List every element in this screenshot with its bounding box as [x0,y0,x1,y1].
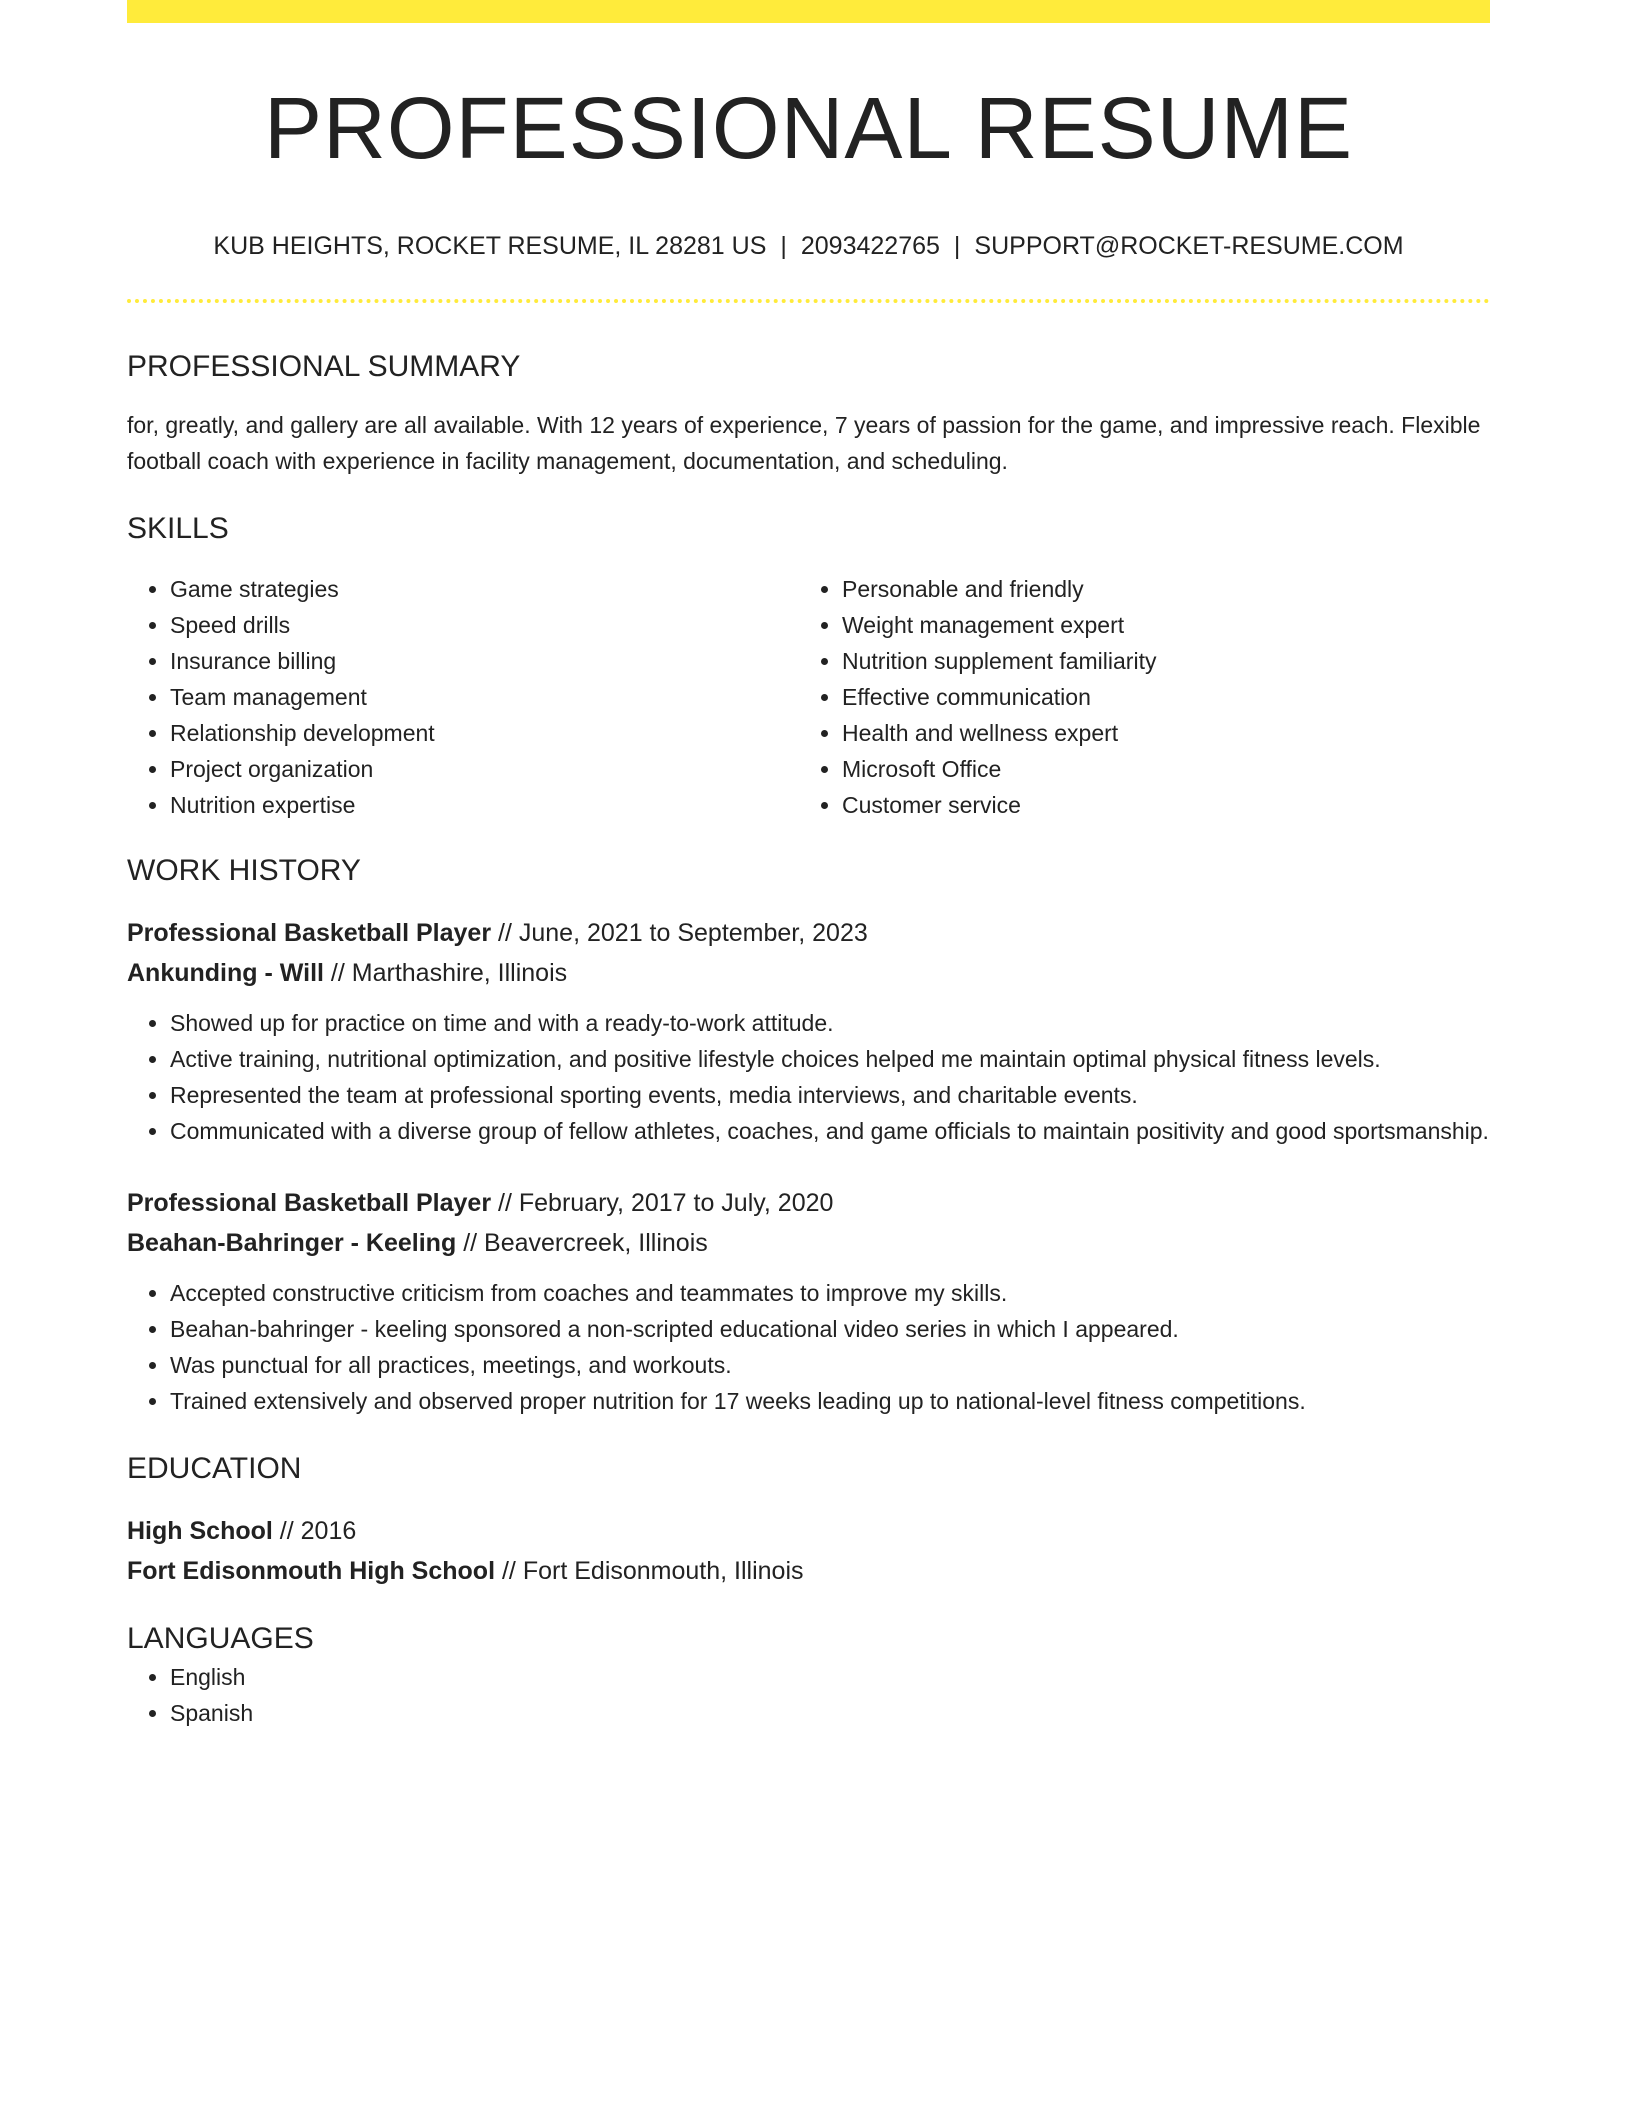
contact-address: KUB HEIGHTS, ROCKET RESUME, IL 28281 US [213,232,767,260]
skill-item: • Relationship development [170,715,799,751]
skill-item: • Nutrition supplement familiarity [842,643,1471,679]
job-bullet: • Active training, nutritional optimization, and positive lifestyle choices helped me maintain optimal physical fitness levels. [170,1041,1490,1077]
skill-item: • Microsoft Office [842,751,1471,787]
contact-email: SUPPORT@ROCKET-RESUME.COM [974,232,1404,260]
skill-item: • Customer service [842,787,1471,823]
job-title-line [127,1183,1490,1223]
education-degree: High School [127,1517,273,1545]
field-separator: // [279,1517,294,1545]
resume-title: PROFESSIONAL RESUME [264,80,1353,177]
field-separator: // [498,1189,512,1217]
job-bullet: • Beahan-bahringer - keeling sponsored a non-scripted educational video series in which I appeared. [170,1311,1490,1347]
skills-column-right [799,571,1471,823]
languages-list [127,1659,1490,1731]
field-separator: // [501,1557,516,1585]
skills-list-left [127,571,799,823]
skill-item: • Insurance billing [170,643,799,679]
accent-top-bar [127,0,1490,23]
education-school: Fort Edisonmouth High School [127,1557,496,1585]
contact-separator: | [953,232,961,260]
skill-item: • Personable and friendly [842,571,1471,607]
job-title: Professional Basketball Player [127,919,492,947]
skill-item: • Project organization [170,751,799,787]
field-separator: // [330,959,345,987]
skill-item: • Speed drills [170,607,799,643]
skill-item: • Team management [170,679,799,715]
job-bullet: • Showed up for practice on time and with a ready-to-work attitude. [170,1005,1490,1041]
job-bullet: • Trained extensively and observed proper nutrition for 17 weeks leading up to national-level fitness competitions. [170,1383,1490,1419]
skill-item: • Weight management expert [842,607,1471,643]
education-year: 2016 [300,1517,357,1545]
section-heading-summary: PROFESSIONAL SUMMARY [127,350,521,383]
job-company: Ankunding - Will [127,959,324,987]
skill-item: • Game strategies [170,571,799,607]
job-dates: June, 2021 to September, 2023 [518,919,868,947]
language-item: • Spanish [170,1695,1490,1731]
job-company-line [127,953,1490,993]
section-heading-education: EDUCATION [127,1452,302,1485]
section-heading-languages: LANGUAGES [127,1622,314,1655]
skill-item: • Health and wellness expert [842,715,1471,751]
education-school-line [127,1551,1490,1591]
job-dates: February, 2017 to July, 2020 [518,1189,834,1217]
resume-content [127,23,1490,1731]
job-bullet: • Accepted constructive criticism from coaches and teammates to improve my skills. [170,1275,1490,1311]
skill-item: • Nutrition expertise [170,787,799,823]
job-location: Beavercreek, Illinois [484,1229,708,1257]
job-location: Marthashire, Illinois [351,959,568,987]
skills-list-right [799,571,1471,823]
job-bullet: • Communicated with a diverse group of fellow athletes, coaches, and game officials to maintain positivity and good sportsmanship. [170,1113,1490,1149]
job-company-line [127,1223,1490,1263]
contact-line [127,230,1490,262]
contact-phone: 2093422765 [800,232,940,260]
skill-item: • Effective communication [842,679,1471,715]
section-heading-work-history: WORK HISTORY [127,854,361,887]
language-item: • English [170,1659,1490,1695]
section-heading-skills: SKILLS [127,512,229,545]
education-entry [127,1511,1490,1591]
skills-column-left [127,571,799,823]
contact-separator: | [780,232,787,260]
job-entry [127,913,1490,1149]
summary-text: for, greatly, and gallery are all available. With 12 years of experience, 7 years of passion for the game, and impressive reach. Flexible football coach with experience in facility management, documentation, and scheduling. [127,412,1481,474]
job-company: Beahan-Bahringer - Keeling [127,1229,457,1257]
job-bullets [127,1005,1490,1149]
dotted-divider [127,299,1490,303]
job-entry [127,1183,1490,1419]
job-bullet: • Represented the team at professional sporting events, media interviews, and charitable events. [170,1077,1490,1113]
job-bullets [127,1275,1490,1419]
job-title-line [127,913,1490,953]
education-degree-line [127,1511,1490,1551]
skills-grid [127,571,1490,823]
job-title: Professional Basketball Player [127,1189,492,1217]
field-separator: // [498,919,512,947]
job-bullet: • Was punctual for all practices, meetings, and workouts. [170,1347,1490,1383]
education-location: Fort Edisonmouth, Illinois [522,1557,804,1585]
field-separator: // [463,1229,478,1257]
